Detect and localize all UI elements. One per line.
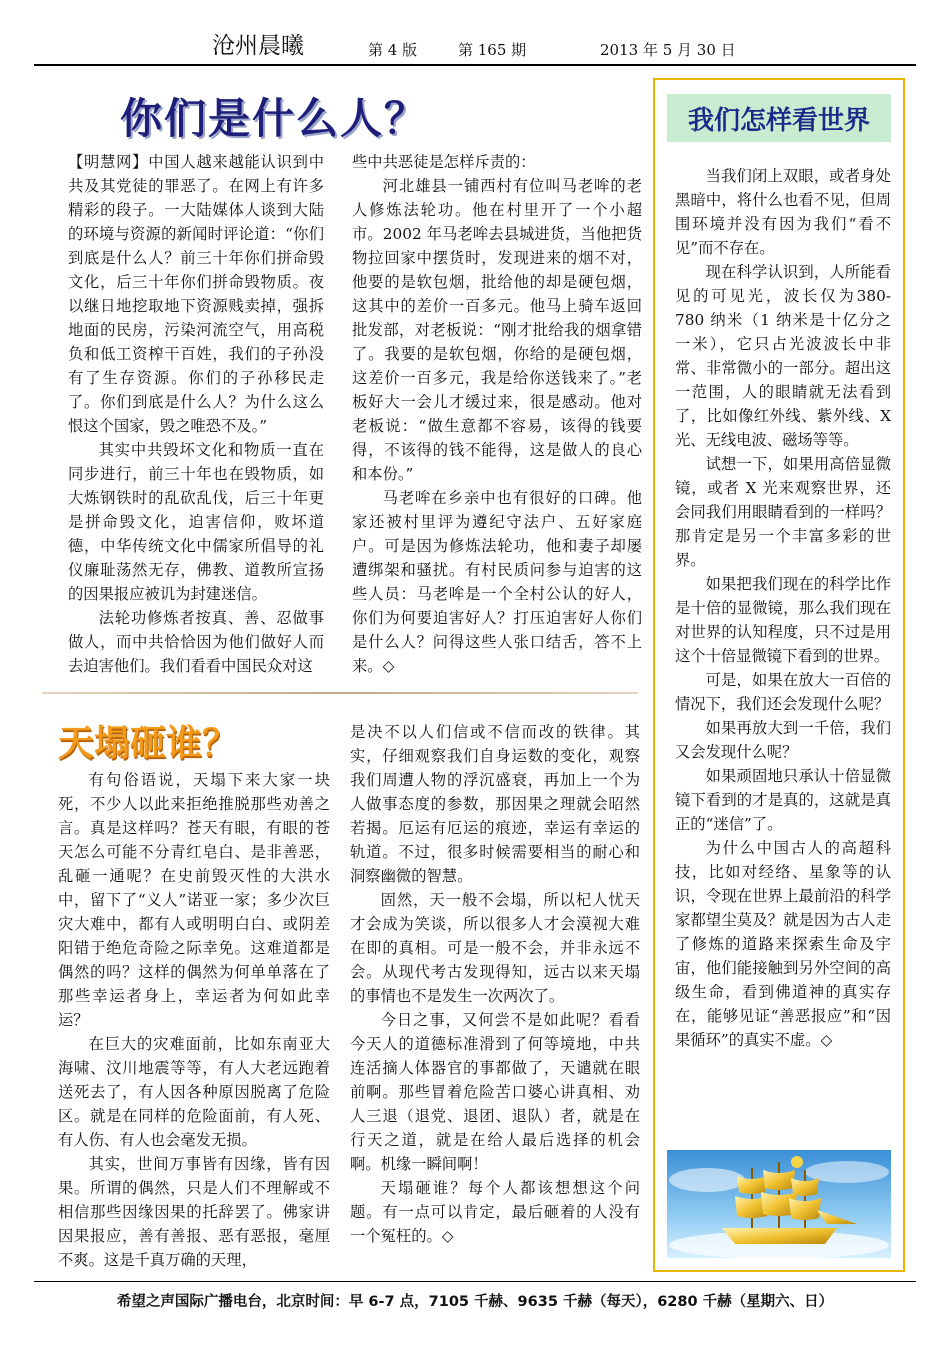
article2-title: 天塌砸谁？ — [58, 723, 239, 764]
footer-rule — [34, 1281, 916, 1282]
paragraph: 其实中共毁坏文化和物质一直在同步进行，前三十年也在毁物质，如大炼钢铁时的乱砍乱伐，后三十年更是拼命毁文化，迫害信仰，败坏道德，中华传统文化中儒家所倡导的礼仪廉耻荡然无存，佛教、道教所宣扬的因果报应被讥为封建迷信。 — [68, 441, 324, 603]
paragraph: 法轮功修炼者按真、善、忍做事做人，而中共恰恰因为他们做好人而去迫害他们。我们看看中国民众对这 — [68, 609, 324, 675]
section-divider — [42, 692, 638, 694]
sidebar-text — [675, 164, 891, 1164]
paragraph: 天塌砸谁？每个人都该想想这个问题。有一点可以肯定，最后砸着的人没有一个冤枉的。◇ — [350, 1179, 640, 1245]
sidebar-title: 我们怎样看世界 — [687, 105, 870, 136]
paragraph: 为什么中国古人的高超科技，比如对经络、星象等的认识，令现在世界上最前沿的科学家都望尘莫及？就是因为古人走了修炼的道路来探索生命及宇宙，他们能接触到另外空间的高级生命，看到佛道神的真实存在，能够见证“善恶报应”和“因果循环”的真实不虚。◇ — [675, 839, 891, 1049]
issue-date: 2013 年 5 月 30 日 — [600, 41, 736, 59]
article1-column-2 — [352, 150, 642, 675]
paragraph: 其实，世间万事皆有因缘，皆有因果。所谓的偶然，只是人们不理解或不相信那些因缘因果的托辞罢了。佛家讲因果报应，善有善报、恶有恶报，毫厘不爽。这是千真万确的天理， — [58, 1155, 330, 1269]
edition-number: 第 4 版 — [368, 41, 418, 59]
paragraph: 如果把我们现在的科学比作是十倍的显微镜，那么我们现在对世界的认知程度，只不过是用这个十倍显微镜下看到的世界。 — [675, 575, 891, 665]
paragraph: 【明慧网】中国人越来越能认识到中共及其党徒的罪恶了。在网上有许多精彩的段子。一大陆媒体人谈到大陆的环境与资源的新闻时评论道：“你们到底是什么人？前三十年你们拼命毁文化，后三十年你们拼命毁物质。夜以继日地挖取地下资源贱卖掉，强拆地面的民房，污染河流空气，用高税负和低工资榨干百姓，我们的子孙没有了生存资源。你们的子孙移民走了。你们到底是什么人？为什么这么恨这个国家，毁之唯恐不及。” — [68, 153, 324, 435]
sidebar-title-banner — [667, 94, 891, 142]
article2-column-1 — [58, 768, 330, 1273]
paragraph: 如果顽固地只承认十倍显微镜下看到的才是真的，这就是真正的“迷信”了。 — [675, 767, 891, 833]
sidebar-box — [653, 78, 905, 1272]
paragraph: 今日之事，又何尝不是如此呢？看看今天人的道德标准滑到了何等境地，中共连活摘人体器官的事都做了，天谴就在眼前啊。那些冒着危险苦口婆心讲真相、劝人三退（退党、退团、退队）者，就是在行天之道，就是在给人最后选择的机会啊。机缘一瞬间啊！ — [350, 1011, 640, 1173]
paragraph: 如果再放大到一千倍，我们又会发现什么呢？ — [675, 719, 891, 761]
paragraph: 河北雄县一铺西村有位叫马老哞的老人修炼法轮功。他在村里开了一个小超市。2002 年马老哞去县城进货，当他把货物拉回家中摆货时，发现进来的烟不对，他要的是软包烟，批给他的却是硬包烟，这其中的差价一百多元。他马上骑车返回批发部，对老板说：“刚才批给我的烟拿错了。我要的是软包烟，你给的是硬包烟，这差价一百多元，我是给你送钱来了。”老板好大一会儿才缓过来，很是感动。他对老板说：“做生意都不容易，该得的钱要得，不该得的钱不能得，这是做人的良心和本份。” — [352, 177, 642, 483]
newspaper-name: 沧州晨曦 — [212, 33, 304, 59]
issue-number: 第 165 期 — [458, 41, 527, 59]
paragraph: 在巨大的灾难面前，比如东南亚大海啸、汶川地震等等，有人大老远跑着送死去了，有人因各种原因脱离了危险区。就是在同样的危险面前，有人死、有人伤、有人也会毫发无损。 — [58, 1035, 330, 1149]
article1-column-1 — [68, 150, 324, 675]
paragraph: 现在科学认识到，人所能看见的可见光，波长仅为380-780 纳米（1 纳米是十亿分之一米），它只占光波波长中非常、非常微小的一部分。超出这一范围，人的眼睛就无法看到了，比如像红外线、紫外线、X 光、无线电波、磁场等等。 — [675, 263, 891, 449]
footer-broadcast-info: 希望之声国际广播电台，北京时间：早 6-7 点，7105 千赫、9635 千赫（每天），6280 千赫（星期六、日） — [116, 1294, 834, 1310]
golden-ship-illustration — [667, 1150, 891, 1258]
paragraph: 当我们闭上双眼，或者身处黑暗中，将什么也看不见，但周围环境并没有因为我们“看不见”而不存在。 — [675, 167, 891, 257]
paragraph: 固然，天一般不会塌，所以杞人忧天才会成为笑谈，所以很多人才会漠视大难在即的真相。可是一般不会，并非永远不会。从现代考古发现得知，远古以来天塌的事情也不是发生一次两次了。 — [350, 891, 640, 1005]
article1-title: 你们是什么人？ — [120, 94, 429, 143]
golden-ship-icon — [667, 1150, 891, 1258]
article2-column-2 — [350, 720, 640, 1272]
paragraph: 可是，如果在放大一百倍的情况下，我们还会发现什么呢？ — [675, 671, 891, 713]
masthead — [34, 34, 916, 66]
paragraph: 有句俗语说，天塌下来大家一块死，不少人以此来拒绝推脱那些劝善之言。真是这样吗？苍天有眼，有眼的苍天怎么可能不分青红皂白、是非善恶，乱砸一通呢？在史前毁灭性的大洪水中，留下了“义人”诺亚一家；多少次巨灾大难中，都有人或明明白白、或阴差阳错于绝危奇险之际幸免。这难道都是偶然的吗？这样的偶然为何单单落在了那些幸运者身上，幸运者为何如此幸运？ — [58, 771, 330, 1029]
paragraph: 是决不以人们信或不信而改的铁律。其实，仔细观察我们自身运数的变化，观察我们周遭人物的浮沉盛衰，再加上一个为人做事态度的参数，那因果之理就会昭然若揭。厄运有厄运的痕迹，幸运有幸运的轨道。不过，很多时候需要相当的耐心和洞察幽微的智慧。 — [350, 723, 640, 885]
paragraph: 马老哞在乡亲中也有很好的口碑。他家还被村里评为遵纪守法户、五好家庭户。可是因为修炼法轮功，他和妻子却屡遭绑架和骚扰。有村民质问参与迫害的这些人员：马老哞是一个全村公认的好人，你们为何要迫害好人？打压迫害好人你们是什么人？问得这些人张口结舌，答不上来。◇ — [352, 489, 642, 675]
paragraph: 些中共恶徒是怎样斥责的： — [352, 153, 536, 171]
paragraph: 试想一下，如果用高倍显微镜，或者 X 光来观察世界，还会同我们用眼睛看到的一样吗？那肯定是另一个丰富多彩的世界。 — [675, 455, 891, 569]
